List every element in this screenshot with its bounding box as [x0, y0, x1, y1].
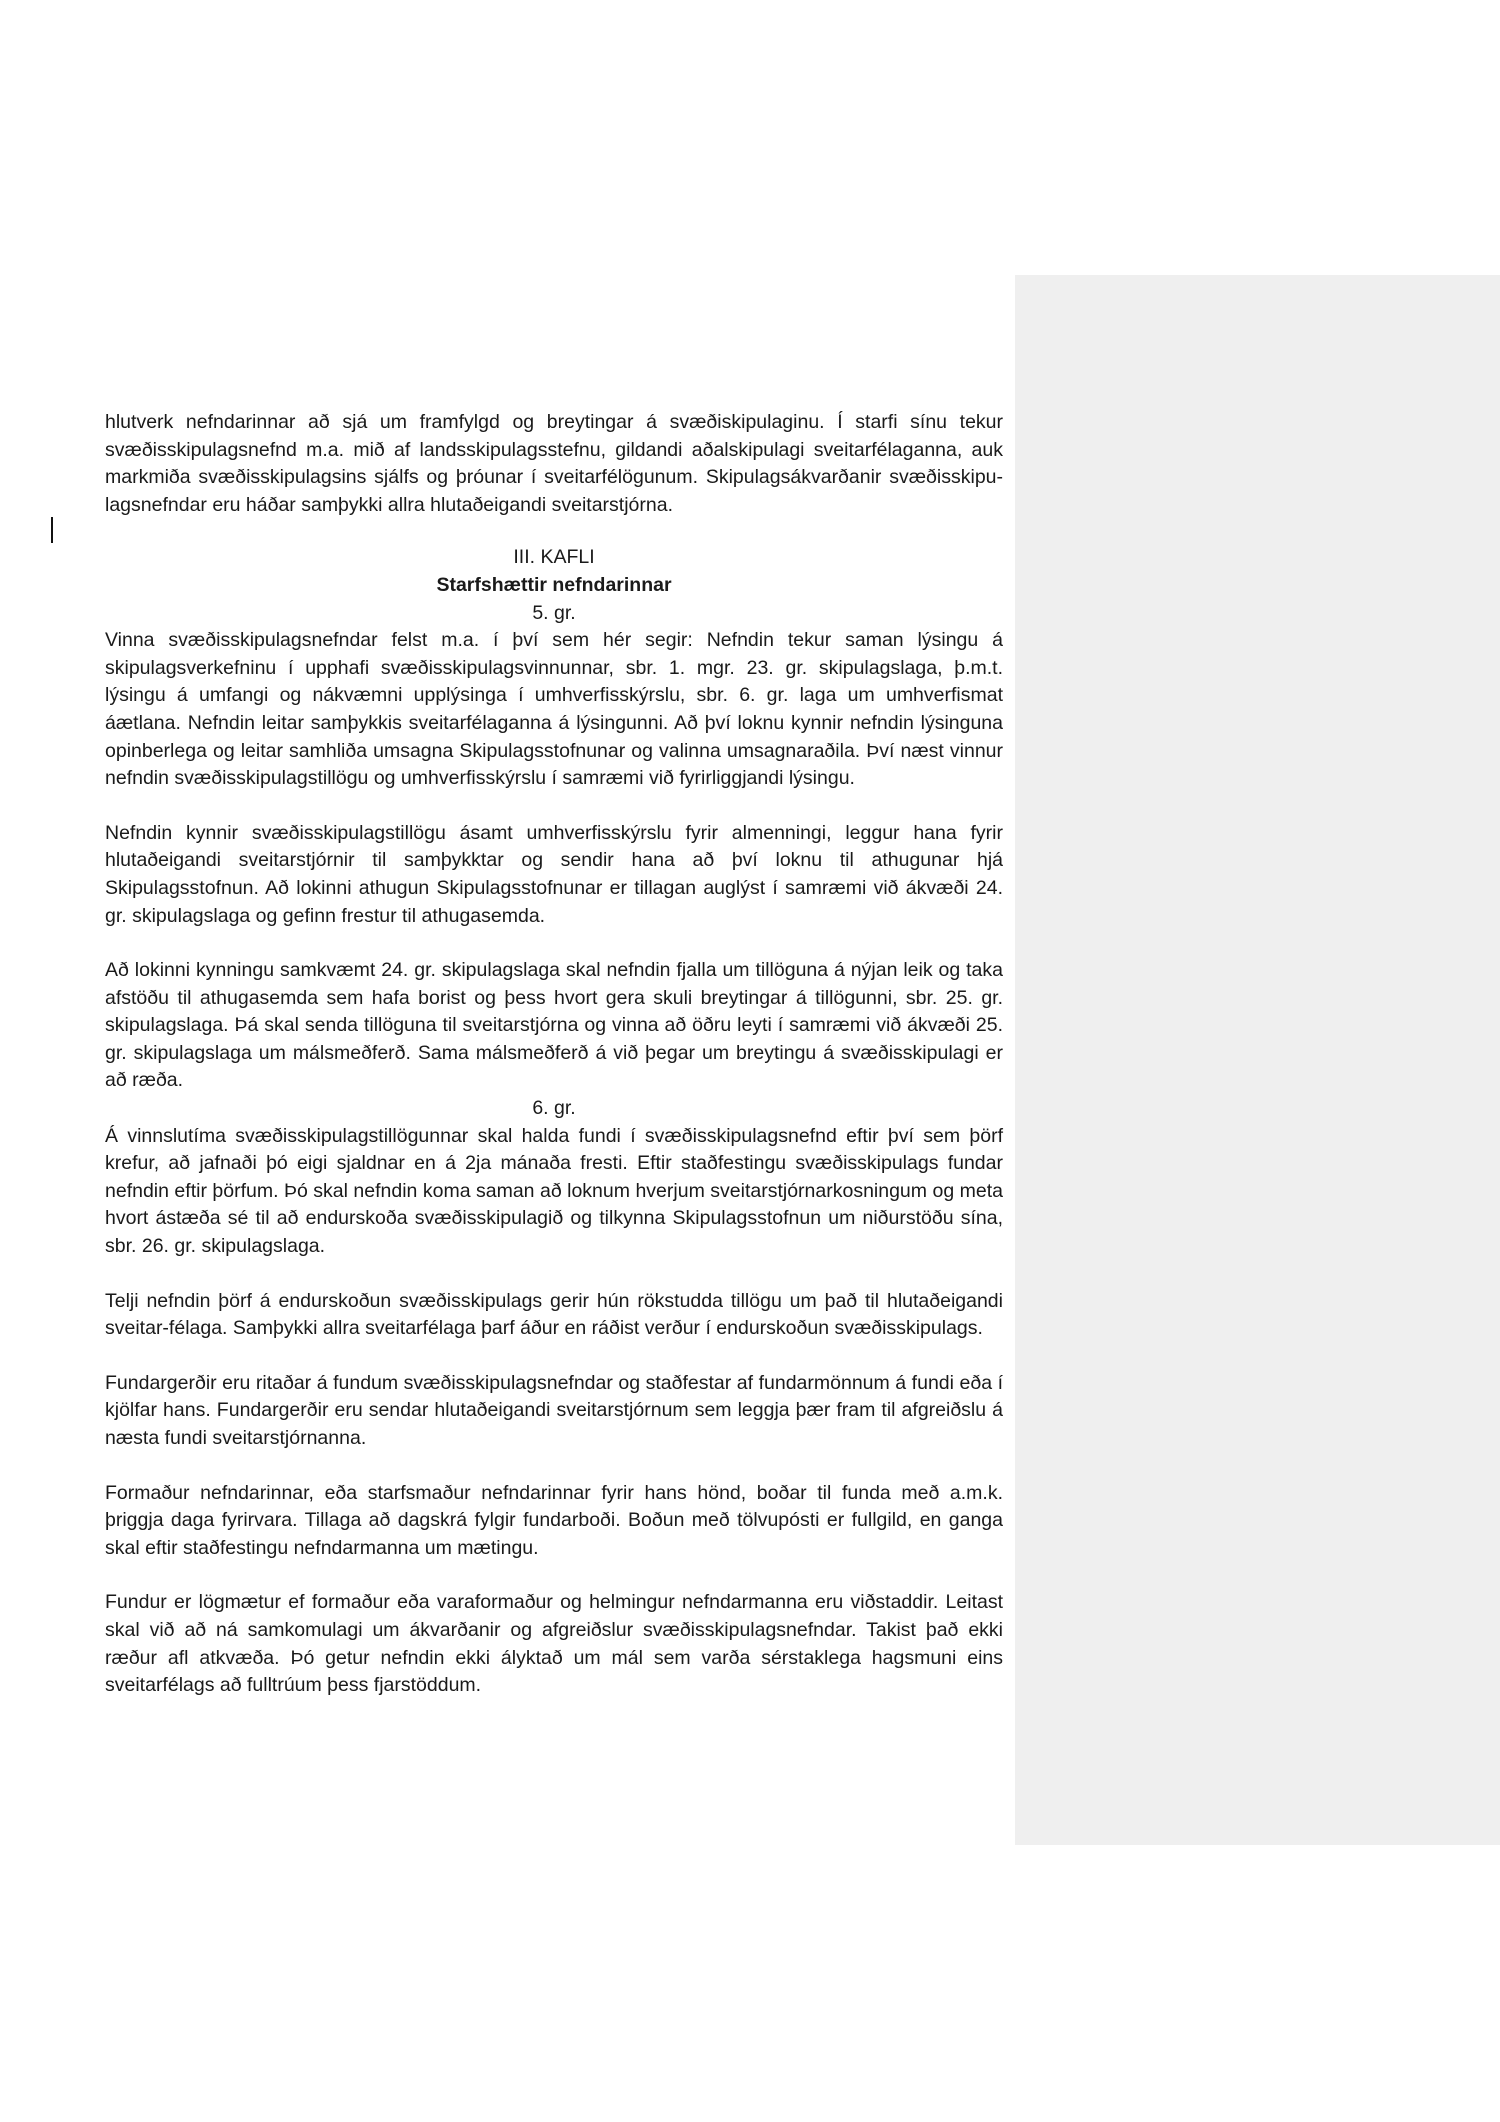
article-5-paragraph-1: Vinna svæðisskipulagsnefndar felst m.a. í því sem hér segir: Nefndin tekur saman lýsingu á skipulagsverkefninu í upphafi svæðisskipulagsvinnunnar, sbr. 1. mgr. 23. gr. skipulagslaga, þ.m.t. lýsingu á umfangi og nákvæmni upplýsinga í umhverfisskýrslu, sbr. 6. gr. laga um umhverfismat áætlana. Nefndin leitar samþykkis sveitarfélaganna á lýsingunni. Að því loknu kynnir nefndin lýsinguna opinberlega og leitar samhliða umsagna Skipulagsstofnunar og valinna umsagnaraðila. Því næst vinnur nefndin svæðisskipulagstillögu og umhverfisskýrslu í samræmi við fyrirliggjandi lýsingu.: [105, 629, 1003, 790]
chapter-number: III. KAFLI: [513, 546, 595, 569]
article-5-paragraph-3: Að lokinni kynningu samkvæmt 24. gr. skipulagslaga skal nefndin fjalla um tillöguna á nýjan leik og taka afstöðu til athugasemda sem hafa borist og þess hvort gera skuli breytingar á tillögunni, sbr. 25. gr. skipulagslaga. Þá skal senda tillöguna til sveitarstjórna og vinna að öðru leyti í samræmi við ákvæði 25. gr. skipulagslaga um málsmeðferð. Sama málsmeðferð á við þegar um breytingu á svæðisskipulagi er að ræða.: [105, 959, 1003, 1092]
article-6-paragraph-5: Fundur er lögmætur ef formaður eða varaformaður og helmingur nefndarmanna eru viðstaddir. Leitast skal við að ná samkomulagi um ákvarðanir og afgreiðslur svæðisskipulagsnefndar. Takist það ekki ræður afl atkvæða. Þó getur nefndin ekki ályktað um mál sem varða sérstaklega hagsmuni eins sveitarfélags að fulltrúum þess fjarstöddum.: [105, 1591, 1003, 1697]
comment-pane: [1015, 275, 1500, 1845]
article-6-paragraph-4: Formaður nefndarinnar, eða starfsmaður nefndarinnar fyrir hans hönd, boðar til funda með a.m.k. þriggja daga fyrirvara. Tillaga að dagskrá fylgir fundarboði. Boðun með tölvupósti er fullgild, en ganga skal eftir staðfestingu nefndarmanna um mætingu.: [105, 1481, 1003, 1559]
article-5-heading: 5. gr.: [532, 601, 576, 624]
document-body[interactable]: [105, 409, 1003, 1700]
article-6-heading: 6. gr.: [532, 1097, 576, 1120]
intro-paragraph: hlutverk nefndarinnar að sjá um framfylgd og breytingar á svæðiskipulaginu. Í starfi sínu tekur svæðisskipulagsnefnd m.a. mið af landsskipulagsstefnu, gildandi aðalskipulagi sveitarfélaganna, auk markmiða svæðisskipulagsins sjálfs og þróunar í sveitarfélögunum. Skipulagsákvarðanir svæðisskipu-lagsnefndar eru háðar samþykki allra hlutaðeigandi sveitarstjórna.: [105, 411, 1003, 516]
article-5-paragraph-2: Nefndin kynnir svæðisskipulagstillögu ásamt umhverfisskýrslu fyrir almenningi, leggur hana fyrir hlutaðeigandi sveitarstjórnir til samþykktar og sendir hana að því loknu til athugunar hjá Skipulagsstofnun. Að lokinni athugun Skipulagsstofnunar er tillagan auglýst í samræmi við ákvæði 24. gr. skipulagslaga og gefinn frestur til athugasemda.: [105, 821, 1003, 927]
article-6-paragraph-3: Fundargerðir eru ritaðar á fundum svæðisskipulagsnefndar og staðfestar af fundarmönnum á fundi eða í kjölfar hans. Fundargerðir eru sendar hlutaðeigandi sveitarstjórnum sem leggja þær fram til afgreiðslu á næsta fundi sveitarstjórnanna.: [105, 1371, 1003, 1449]
chapter-title: Starfshættir nefndarinnar: [436, 573, 672, 596]
article-6-paragraph-1: Á vinnslutíma svæðisskipulagstillögunnar skal halda fundi í svæðisskipulagsnefnd eftir því sem þörf krefur, að jafnaði þó eigi sjaldnar en á 2ja mánaða fresti. Eftir staðfestingu svæðisskipulags fundar nefndin eftir þörfum. Þó skal nefndin koma saman að loknum hverjum sveitarstjórnarkosningum og meta hvort ástæða sé til að endurskoða svæðisskipulagið og tilkynna Skipulagsstofnun um niðurstöðu sína, sbr. 26. gr. skipulagslaga.: [105, 1124, 1003, 1258]
article-6-paragraph-2: Telji nefndin þörf á endurskoðun svæðisskipulags gerir hún rökstudda tillögu um það til hlutaðeigandi sveitar-félaga. Samþykki allra sveitarfélaga þarf áður en ráðist verður í endurskoðun svæðisskipulags.: [105, 1289, 1003, 1340]
text-cursor: [51, 517, 53, 543]
